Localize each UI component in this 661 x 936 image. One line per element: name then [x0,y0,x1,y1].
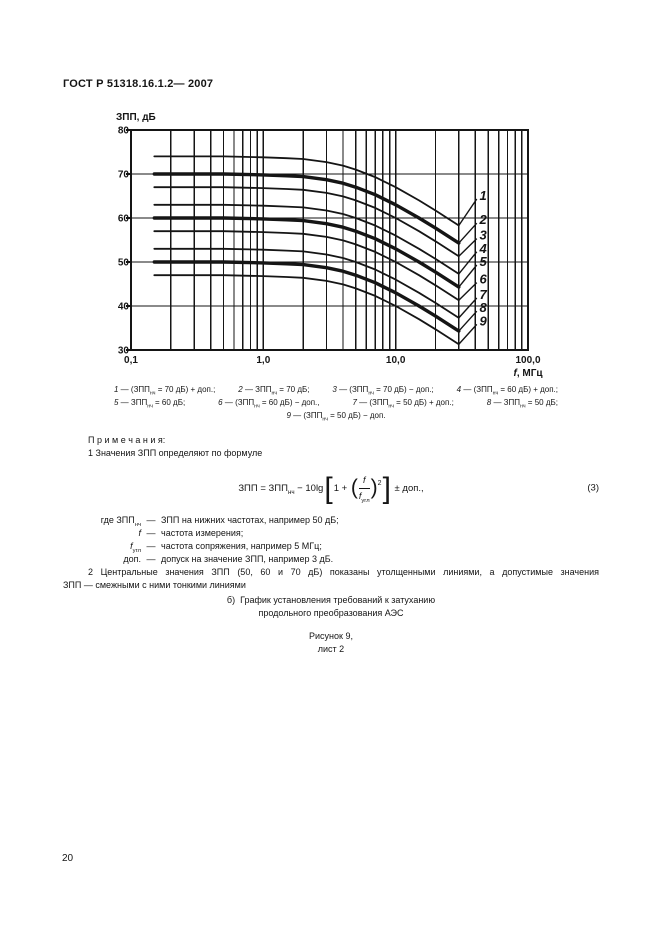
legend-item-6: 6 — ($ЗПП_{нч} = 60$ дБ) − доп., [218,398,320,410]
y-tick-label: 80 [117,125,129,137]
formula-number: (3) [587,482,599,494]
formula-row [63,470,599,506]
y-axis-title: ЗПП, дБ [116,112,156,123]
curve-label-3: 3 [479,227,487,243]
close-square-bracket: ] [382,471,391,505]
legend-line [114,396,558,409]
curve-leader-4 [459,252,477,274]
curve-label-9: 9 [479,313,487,329]
formula-fraction [359,474,370,503]
legend-item-4: 4 — ($ЗПП_{нч} = 60$ дБ) + доп.; [456,385,558,397]
notes-block [63,434,599,592]
figure-caption [63,594,599,656]
attenuation-chart [112,108,558,384]
y-tick-label: 70 [117,169,129,181]
sheet-label: лист 2 [317,644,345,654]
x-tick-label: 10,0 [385,355,406,366]
chart-svg [112,108,558,384]
x-tick-label: 1,0 [256,355,271,366]
where-row: $f_{угл}$ — частота сопряжения, например 5 МГц; [130,541,322,554]
curve-leader-3 [459,239,477,257]
y-tick-label: 40 [117,301,129,313]
curve-leader-1 [459,199,477,225]
curve-leader-6 [459,283,477,301]
y-tick-label: 50 [117,257,129,269]
formula-tail: ± доп., [391,482,424,494]
page-number: 20 [62,853,74,864]
where-block [63,514,599,566]
formula-inner-lead: 1 + [333,482,350,494]
where-row: доп. — допуск на значение ЗПП, например 3 дБ. [123,554,334,564]
y-tick-label: 30 [117,345,129,357]
curve-label-6: 6 [479,271,487,287]
x-tick-label: 100,0 [515,355,541,366]
open-paren: ( [350,475,358,499]
curve-leader-2 [459,223,477,243]
curve-label-1: 1 [479,188,487,203]
fraction-denominator: $f_{угл}$ [358,490,370,504]
y-tick-label: 60 [117,213,129,225]
legend-item-1: 1 — ($ЗПП_{нч} = 70$ дБ) + доп.; [114,385,216,397]
figure-label: Рисунок 9, [309,631,353,641]
formula-lhs: ЗПП = $ЗПП_{нч} - 10\lg$ [238,482,324,496]
curve-label-7: 7 [479,287,487,302]
caption-line1: б) График установления требований к затуханию [226,595,436,605]
curve-label-5: 5 [479,254,487,269]
chart-legend [114,383,558,422]
legend-item-8: 8 — $ЗПП_{нч} = 50$ дБ; [486,398,558,410]
legend-line [114,383,558,396]
close-paren: ) [370,475,378,499]
where-row: f — частота измерения; [138,528,244,538]
legend-line [114,409,558,422]
x-tick-label: 0,1 [124,355,138,366]
where-row: где $ЗПП_{нч}$ — ЗПП на нижних частотах, например 50 дБ; [100,515,339,528]
note-2-line2: ЗПП — смежными с ними тонкими линиями [63,580,246,590]
legend-item-5: 5 — $ЗПП_{нч} = 60$ дБ; [114,398,186,410]
legend-item-2: 2 — $ЗПП_{нч} = 70$ дБ; [238,385,310,397]
legend-item-3: 3 — ($ЗПП_{нч} = 70$ дБ) − доп.; [332,385,434,397]
curve-label-2: 2 [479,212,487,228]
caption-line2: продольного преобразования АЭС [258,608,404,618]
fraction-numerator: f [359,474,370,489]
open-square-bracket: [ [324,471,333,505]
note-2-line1: 2 Центральные значения ЗПП (50, 60 и 70 дБ) показаны утолщенными линиями, а допустимые значения [88,567,599,577]
formula-power: 2 [377,479,382,487]
curve-label-8: 8 [479,300,487,316]
x-axis-title: f, МГц [513,368,543,379]
curve-leader-5 [459,265,477,287]
notes-title: П р и м е ч а н и я: [88,435,166,445]
legend-item-7: 7 — ($ЗПП_{нч} = 50$ дБ) + доп.; [352,398,454,410]
document-header: ГОСТ Р 51318.16.1.2— 2007 [63,78,214,90]
formula-equation [238,471,424,505]
curve-label-4: 4 [479,240,487,256]
legend-item-9: 9 — ($ЗПП_{нч} = 50$ дБ) − доп. [286,411,386,423]
curve-9 [154,275,459,344]
note-1: 1 Значения ЗПП определяют по формуле [88,448,263,458]
